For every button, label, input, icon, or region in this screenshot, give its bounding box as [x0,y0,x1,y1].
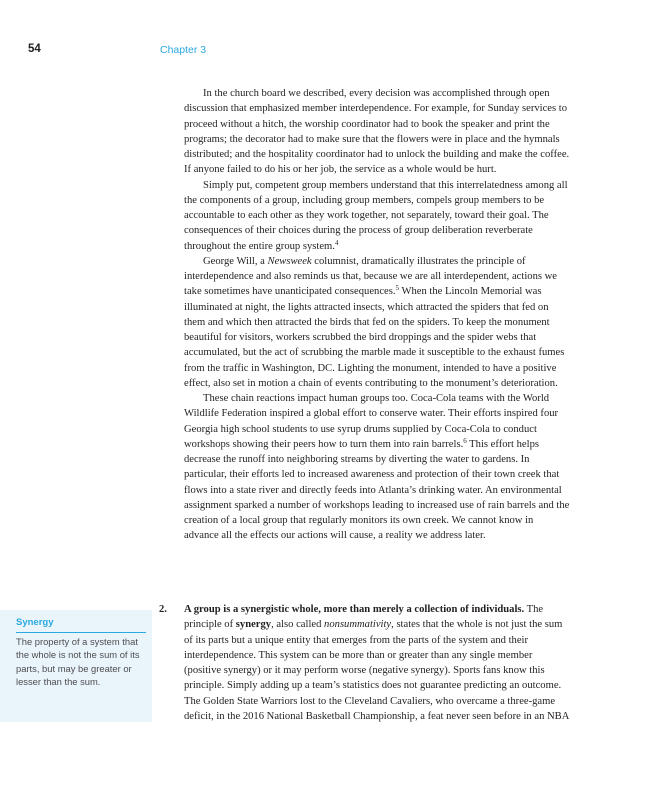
endnote-marker[interactable]: 6 [463,436,467,445]
list-item-number: 2. [159,604,167,615]
newsweek-title: Newsweek [267,255,312,267]
page-number: 54 [28,43,41,55]
list-item-lead: A group is a synergistic whole, more than merely a collection of individuals. [184,604,525,615]
endnote-marker[interactable]: 5 [395,284,400,293]
key-term-nonsummativity: nonsummativity [324,619,392,631]
paragraph-george-will: George Will, a Newsweek columnist, dramatically illustrates the principle of interdependence and also reminds us that, because we are all interdependent, actions we take sometimes have unanticipated consequences.$^5$ When the Lincoln Memorial was illuminated at night, the lights attracted insects, which attracted the spiders that fed on them and which then attracted the birds that fed on the spiders. To keep the monument beautiful for visitors, workers scrubbed the bird droppings and the spider webs that accumulated, but the act of scrubbing the marble made it susceptible to the exhaust fumes from the traffic in Washington, DC. Lighting the monument, intended to have a positive effect, also set in motion a chain of events contributing to the monument’s deterioration. [184,255,565,389]
paragraph-church-board: In the church board we described, every decision was accomplished through open discussion that emphasized member interdependence. For example, for Sunday services to proceed without a hitch, the worship coordinator had to book the speaker and print the programs; the decorator had to make sure that the flowers were in place and the hymnals distributed; and the hospitality coordinator had to unlock the building and make the coffee. If anyone failed to do his or her job, the service as a whole would be hurt. [184,88,570,176]
glossary-definition: The property of a system that the whole is not the sum of its parts, but may be greater or lesser than the sum. [16,636,140,688]
glossary-divider [16,632,146,633]
body-text [184,86,570,544]
glossary-term: Synergy [16,617,54,628]
margin-glossary-note [0,610,152,722]
page-header [0,43,645,63]
endnote-marker[interactable]: 4 [334,238,339,247]
key-term-synergy: synergy [235,619,272,631]
list-item-synergy: 2. A group is a synergistic whole, more than merely a collection of individuals. The principle of synergy, also called nonsummativity, states that the whole is not just the sum of its parts but a unique entity that emerges from the parts of the system and their interdependence. This system can be more than or greater than any single member (positive synergy) or it may perform worse (negative synergy). Sports fans know this principle. Simply adding up a team’s statistics does not guarantee predicting an outcome. The Golden State Warriors lost to the Cleveland Cavaliers, who overcame a three-game deficit, in the 2016 National Basketball Championship, a feat never seen before in an NBA [159,604,570,722]
chapter-label: Chapter 3 [160,44,207,56]
paragraph-chain-reactions: These chain reactions impact human groups too. Coca-Cola teams with the World Wildlife Federation inspired a global effort to conserve water. Their efforts inspired four Georgia high school students to use syrup drums supplied by Coca-Cola to conduct workshops showing their peers how to turn them into rain barrels.$^6$ This effort helps decrease the runoff into neighboring streams by diverting the water to gardens. In particular, their efforts led to increased awareness and protection of their town creek that flows into a state river and directly feeds into Atlanta’s drinking water. An environmental assignment sparked a number of workshops leading to increased use of rain barrels and the creation of a local group that regularly monitors its own creek. We cannot know in advance all the effects our actions will cause, a reality we address later. [184,393,570,542]
paragraph-interrelatedness: Simply put, competent group members understand that this interrelatedness among all the components of a group, including group members, compels group members to be accountable to each other as they work together, not separately, toward their goal. The consequences of their choices during the process of group deliberation reverberate throughout the entire group system.$^4$ [184,179,568,252]
